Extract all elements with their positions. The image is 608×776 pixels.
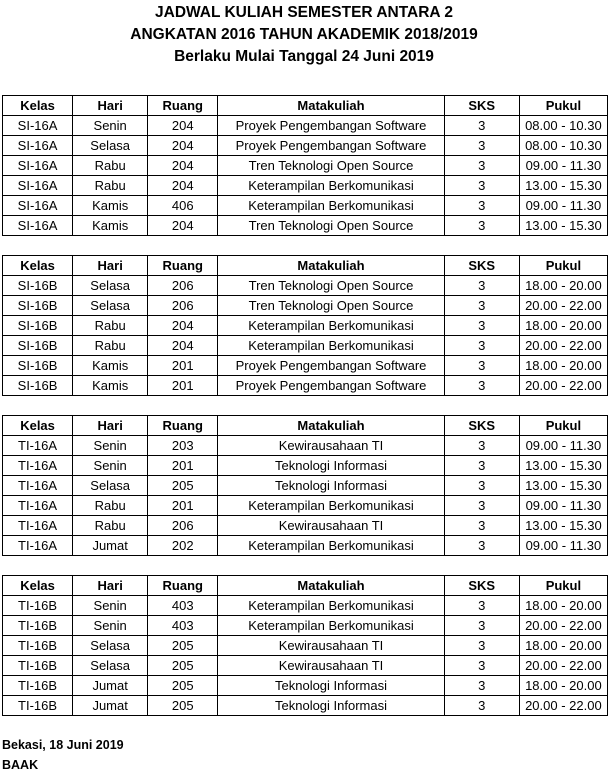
cell-sks: 3 bbox=[444, 596, 519, 616]
cell-sks: 3 bbox=[444, 636, 519, 656]
cell-kelas: TI-16B bbox=[3, 636, 73, 656]
cell-sks: 3 bbox=[444, 116, 519, 136]
table-row bbox=[3, 676, 608, 696]
cell-matakuliah: Teknologi Informasi bbox=[218, 476, 444, 496]
cell-sks: 3 bbox=[444, 136, 519, 156]
cell-pukul: 13.00 - 15.30 bbox=[519, 516, 607, 536]
column-header-pukul: Pukul bbox=[519, 256, 607, 276]
footer-place-date: Bekasi, 18 Juni 2019 bbox=[2, 738, 124, 752]
table-row bbox=[3, 176, 608, 196]
cell-hari: Selasa bbox=[73, 656, 148, 676]
column-header-sks: SKS bbox=[444, 256, 519, 276]
cell-pukul: 13.00 - 15.30 bbox=[519, 476, 607, 496]
cell-pukul: 13.00 - 15.30 bbox=[519, 456, 607, 476]
cell-sks: 3 bbox=[444, 456, 519, 476]
cell-ruang: 403 bbox=[148, 596, 218, 616]
cell-kelas: TI-16A bbox=[3, 536, 73, 556]
cell-matakuliah: Kewirausahaan TI bbox=[218, 636, 444, 656]
table-row bbox=[3, 156, 608, 176]
table-row bbox=[3, 376, 608, 396]
cell-hari: Kamis bbox=[73, 196, 148, 216]
cell-pukul: 18.00 - 20.00 bbox=[519, 276, 607, 296]
cell-kelas: TI-16A bbox=[3, 456, 73, 476]
document-title bbox=[0, 2, 608, 68]
table-row bbox=[3, 116, 608, 136]
cell-matakuliah: Keterampilan Berkomunikasi bbox=[218, 616, 444, 636]
cell-kelas: TI-16B bbox=[3, 616, 73, 636]
cell-hari: Senin bbox=[73, 596, 148, 616]
cell-sks: 3 bbox=[444, 156, 519, 176]
cell-hari: Jumat bbox=[73, 536, 148, 556]
column-header-sks: SKS bbox=[444, 96, 519, 116]
cell-matakuliah: Teknologi Informasi bbox=[218, 456, 444, 476]
cell-sks: 3 bbox=[444, 196, 519, 216]
column-header-matakuliah: Matakuliah bbox=[218, 416, 444, 436]
cell-matakuliah: Keterampilan Berkomunikasi bbox=[218, 316, 444, 336]
footer-office: BAAK bbox=[2, 758, 39, 772]
cell-pukul: 18.00 - 20.00 bbox=[519, 596, 607, 616]
column-header-hari: Hari bbox=[73, 256, 148, 276]
cell-kelas: SI-16A bbox=[3, 116, 73, 136]
table-row bbox=[3, 216, 608, 236]
cell-matakuliah: Teknologi Informasi bbox=[218, 676, 444, 696]
cell-matakuliah: Proyek Pengembangan Software bbox=[218, 376, 444, 396]
cell-pukul: 18.00 - 20.00 bbox=[519, 676, 607, 696]
cell-ruang: 206 bbox=[148, 516, 218, 536]
cell-pukul: 08.00 - 10.30 bbox=[519, 136, 607, 156]
cell-hari: Selasa bbox=[73, 276, 148, 296]
cell-ruang: 201 bbox=[148, 356, 218, 376]
cell-pukul: 09.00 - 11.30 bbox=[519, 536, 607, 556]
title-line-1: JADWAL KULIAH SEMESTER ANTARA 2 bbox=[155, 4, 453, 21]
cell-matakuliah: Tren Teknologi Open Source bbox=[218, 156, 444, 176]
cell-sks: 3 bbox=[444, 676, 519, 696]
cell-ruang: 205 bbox=[148, 476, 218, 496]
cell-sks: 3 bbox=[444, 316, 519, 336]
table-row bbox=[3, 696, 608, 716]
column-header-ruang: Ruang bbox=[148, 576, 218, 596]
cell-matakuliah: Keterampilan Berkomunikasi bbox=[218, 536, 444, 556]
cell-hari: Senin bbox=[73, 116, 148, 136]
cell-pukul: 20.00 - 22.00 bbox=[519, 376, 607, 396]
column-header-pukul: Pukul bbox=[519, 416, 607, 436]
cell-hari: Rabu bbox=[73, 176, 148, 196]
column-header-sks: SKS bbox=[444, 576, 519, 596]
cell-kelas: SI-16A bbox=[3, 216, 73, 236]
schedule-table-si-16b bbox=[2, 255, 608, 396]
column-header-pukul: Pukul bbox=[519, 576, 607, 596]
cell-sks: 3 bbox=[444, 216, 519, 236]
cell-hari: Selasa bbox=[73, 636, 148, 656]
table-row bbox=[3, 656, 608, 676]
cell-matakuliah: Proyek Pengembangan Software bbox=[218, 136, 444, 156]
column-header-hari: Hari bbox=[73, 96, 148, 116]
cell-ruang: 203 bbox=[148, 436, 218, 456]
schedule-table-ti-16b bbox=[2, 575, 608, 716]
cell-sks: 3 bbox=[444, 356, 519, 376]
cell-hari: Rabu bbox=[73, 336, 148, 356]
cell-kelas: TI-16A bbox=[3, 496, 73, 516]
table-row bbox=[3, 336, 608, 356]
cell-kelas: SI-16A bbox=[3, 196, 73, 216]
cell-kelas: TI-16B bbox=[3, 656, 73, 676]
cell-ruang: 403 bbox=[148, 616, 218, 636]
column-header-matakuliah: Matakuliah bbox=[218, 96, 444, 116]
cell-hari: Rabu bbox=[73, 156, 148, 176]
table-row bbox=[3, 636, 608, 656]
cell-kelas: SI-16B bbox=[3, 336, 73, 356]
column-header-kelas: Kelas bbox=[3, 256, 73, 276]
cell-pukul: 13.00 - 15.30 bbox=[519, 176, 607, 196]
column-header-kelas: Kelas bbox=[3, 576, 73, 596]
cell-matakuliah: Tren Teknologi Open Source bbox=[218, 296, 444, 316]
cell-sks: 3 bbox=[444, 276, 519, 296]
table-row bbox=[3, 136, 608, 156]
cell-kelas: SI-16B bbox=[3, 276, 73, 296]
column-header-kelas: Kelas bbox=[3, 96, 73, 116]
cell-hari: Kamis bbox=[73, 216, 148, 236]
cell-ruang: 201 bbox=[148, 456, 218, 476]
cell-ruang: 205 bbox=[148, 696, 218, 716]
table-row bbox=[3, 516, 608, 536]
column-header-sks: SKS bbox=[444, 416, 519, 436]
cell-hari: Kamis bbox=[73, 356, 148, 376]
schedule-table-si-16a bbox=[2, 95, 608, 236]
cell-sks: 3 bbox=[444, 336, 519, 356]
cell-hari: Senin bbox=[73, 616, 148, 636]
cell-pukul: 20.00 - 22.00 bbox=[519, 696, 607, 716]
cell-matakuliah: Proyek Pengembangan Software bbox=[218, 356, 444, 376]
cell-matakuliah: Tren Teknologi Open Source bbox=[218, 276, 444, 296]
table-row bbox=[3, 536, 608, 556]
cell-ruang: 201 bbox=[148, 496, 218, 516]
cell-kelas: SI-16B bbox=[3, 376, 73, 396]
table-row bbox=[3, 616, 608, 636]
column-header-ruang: Ruang bbox=[148, 256, 218, 276]
cell-pukul: 20.00 - 22.00 bbox=[519, 616, 607, 636]
cell-pukul: 13.00 - 15.30 bbox=[519, 216, 607, 236]
cell-ruang: 204 bbox=[148, 136, 218, 156]
cell-matakuliah: Kewirausahaan TI bbox=[218, 436, 444, 456]
table-row bbox=[3, 296, 608, 316]
cell-ruang: 201 bbox=[148, 376, 218, 396]
column-header-pukul: Pukul bbox=[519, 96, 607, 116]
cell-ruang: 205 bbox=[148, 676, 218, 696]
cell-sks: 3 bbox=[444, 536, 519, 556]
cell-sks: 3 bbox=[444, 656, 519, 676]
cell-kelas: TI-16B bbox=[3, 596, 73, 616]
cell-pukul: 09.00 - 11.30 bbox=[519, 196, 607, 216]
column-header-matakuliah: Matakuliah bbox=[218, 256, 444, 276]
table-row bbox=[3, 276, 608, 296]
table-row bbox=[3, 436, 608, 456]
cell-pukul: 20.00 - 22.00 bbox=[519, 296, 607, 316]
cell-hari: Rabu bbox=[73, 516, 148, 536]
table-row bbox=[3, 456, 608, 476]
table-row bbox=[3, 316, 608, 336]
cell-kelas: TI-16A bbox=[3, 436, 73, 456]
cell-matakuliah: Tren Teknologi Open Source bbox=[218, 216, 444, 236]
cell-ruang: 204 bbox=[148, 116, 218, 136]
cell-hari: Selasa bbox=[73, 476, 148, 496]
table-header-row bbox=[3, 256, 608, 276]
cell-pukul: 09.00 - 11.30 bbox=[519, 436, 607, 456]
cell-ruang: 204 bbox=[148, 176, 218, 196]
cell-kelas: SI-16B bbox=[3, 316, 73, 336]
cell-matakuliah: Keterampilan Berkomunikasi bbox=[218, 496, 444, 516]
table-row bbox=[3, 356, 608, 376]
cell-matakuliah: Kewirausahaan TI bbox=[218, 656, 444, 676]
cell-sks: 3 bbox=[444, 496, 519, 516]
cell-sks: 3 bbox=[444, 176, 519, 196]
cell-sks: 3 bbox=[444, 696, 519, 716]
cell-sks: 3 bbox=[444, 616, 519, 636]
cell-ruang: 204 bbox=[148, 216, 218, 236]
cell-hari: Jumat bbox=[73, 676, 148, 696]
cell-pukul: 18.00 - 20.00 bbox=[519, 356, 607, 376]
table-header-row bbox=[3, 416, 608, 436]
cell-kelas: TI-16B bbox=[3, 676, 73, 696]
column-header-matakuliah: Matakuliah bbox=[218, 576, 444, 596]
cell-kelas: TI-16A bbox=[3, 476, 73, 496]
cell-hari: Rabu bbox=[73, 496, 148, 516]
cell-sks: 3 bbox=[444, 476, 519, 496]
cell-hari: Kamis bbox=[73, 376, 148, 396]
cell-pukul: 20.00 - 22.00 bbox=[519, 336, 607, 356]
cell-kelas: TI-16A bbox=[3, 516, 73, 536]
cell-ruang: 204 bbox=[148, 336, 218, 356]
column-header-ruang: Ruang bbox=[148, 96, 218, 116]
cell-pukul: 18.00 - 20.00 bbox=[519, 636, 607, 656]
cell-pukul: 08.00 - 10.30 bbox=[519, 116, 607, 136]
column-header-ruang: Ruang bbox=[148, 416, 218, 436]
table-row bbox=[3, 496, 608, 516]
cell-hari: Rabu bbox=[73, 316, 148, 336]
cell-hari: Senin bbox=[73, 456, 148, 476]
cell-ruang: 205 bbox=[148, 636, 218, 656]
cell-pukul: 20.00 - 22.00 bbox=[519, 656, 607, 676]
column-header-hari: Hari bbox=[73, 576, 148, 596]
cell-hari: Jumat bbox=[73, 696, 148, 716]
cell-pukul: 18.00 - 20.00 bbox=[519, 316, 607, 336]
cell-ruang: 206 bbox=[148, 276, 218, 296]
cell-pukul: 09.00 - 11.30 bbox=[519, 156, 607, 176]
cell-ruang: 406 bbox=[148, 196, 218, 216]
cell-sks: 3 bbox=[444, 376, 519, 396]
cell-kelas: SI-16B bbox=[3, 356, 73, 376]
title-line-2: ANGKATAN 2016 TAHUN AKADEMIK 2018/2019 bbox=[130, 26, 478, 43]
cell-hari: Selasa bbox=[73, 136, 148, 156]
table-row bbox=[3, 196, 608, 216]
cell-ruang: 202 bbox=[148, 536, 218, 556]
cell-hari: Senin bbox=[73, 436, 148, 456]
title-line-3: Berlaku Mulai Tanggal 24 Juni 2019 bbox=[174, 48, 434, 65]
cell-kelas: SI-16A bbox=[3, 136, 73, 156]
table-header-row bbox=[3, 96, 608, 116]
cell-kelas: SI-16A bbox=[3, 176, 73, 196]
cell-sks: 3 bbox=[444, 516, 519, 536]
cell-matakuliah: Keterampilan Berkomunikasi bbox=[218, 196, 444, 216]
cell-sks: 3 bbox=[444, 296, 519, 316]
cell-matakuliah: Teknologi Informasi bbox=[218, 696, 444, 716]
cell-kelas: TI-16B bbox=[3, 696, 73, 716]
column-header-hari: Hari bbox=[73, 416, 148, 436]
cell-hari: Selasa bbox=[73, 296, 148, 316]
cell-ruang: 206 bbox=[148, 296, 218, 316]
table-header-row bbox=[3, 576, 608, 596]
schedule-table-ti-16a bbox=[2, 415, 608, 556]
cell-sks: 3 bbox=[444, 436, 519, 456]
table-row bbox=[3, 476, 608, 496]
cell-matakuliah: Keterampilan Berkomunikasi bbox=[218, 176, 444, 196]
table-row bbox=[3, 596, 608, 616]
cell-matakuliah: Keterampilan Berkomunikasi bbox=[218, 336, 444, 356]
cell-kelas: SI-16B bbox=[3, 296, 73, 316]
cell-ruang: 204 bbox=[148, 156, 218, 176]
cell-ruang: 204 bbox=[148, 316, 218, 336]
column-header-kelas: Kelas bbox=[3, 416, 73, 436]
cell-kelas: SI-16A bbox=[3, 156, 73, 176]
cell-matakuliah: Kewirausahaan TI bbox=[218, 516, 444, 536]
cell-ruang: 205 bbox=[148, 656, 218, 676]
cell-pukul: 09.00 - 11.30 bbox=[519, 496, 607, 516]
cell-matakuliah: Keterampilan Berkomunikasi bbox=[218, 596, 444, 616]
cell-matakuliah: Proyek Pengembangan Software bbox=[218, 116, 444, 136]
